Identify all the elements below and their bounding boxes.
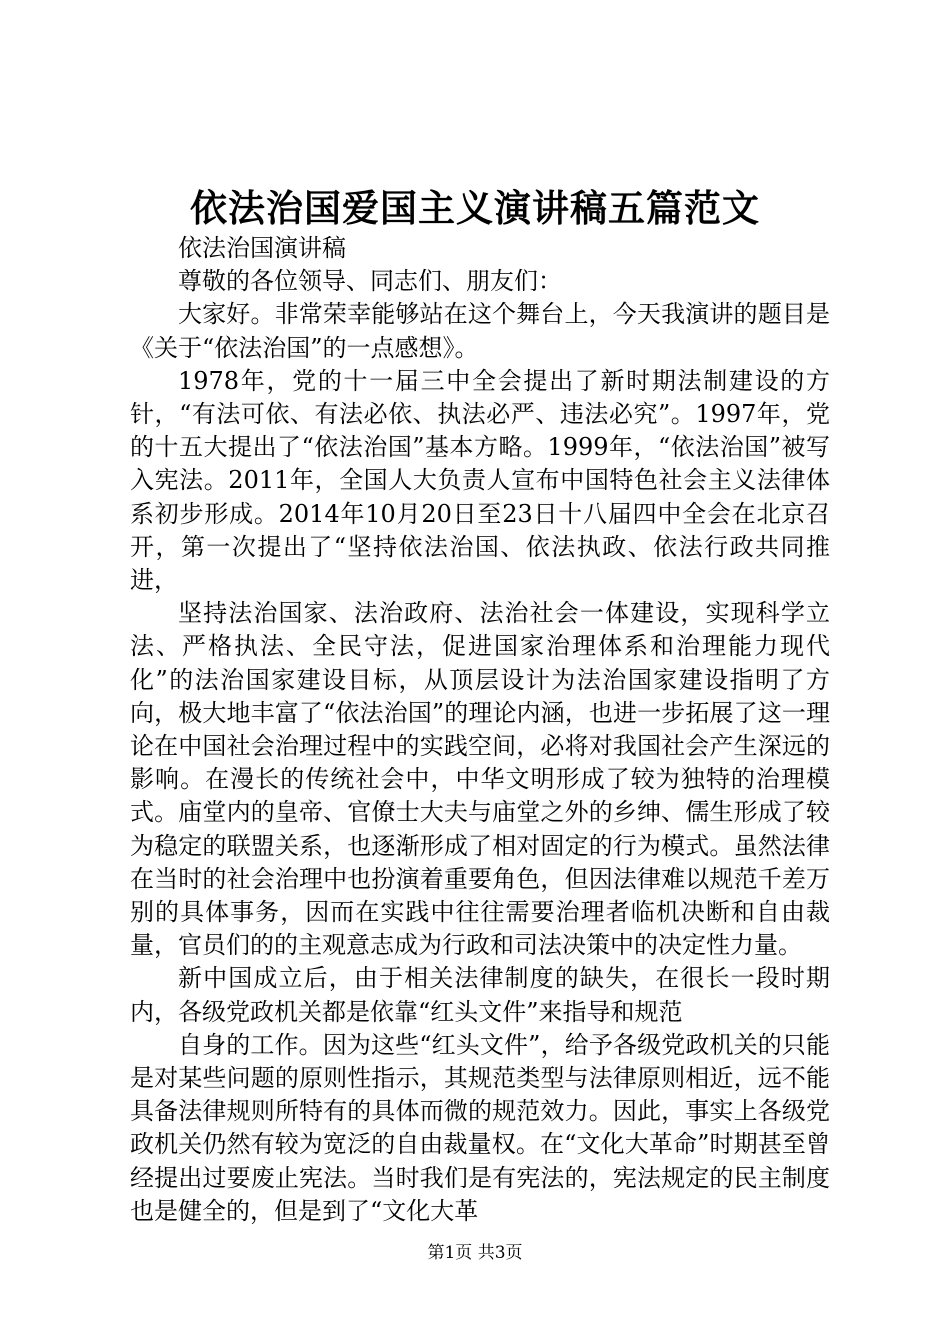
- document-title: 依法治国爱国主义演讲稿五篇范文: [190, 186, 760, 230]
- paragraph-new-china: 新中国成立后，由于相关法律制度的缺失，在很长一段时期内，各级党政机关都是依靠“红头文件”来指导和规范: [130, 964, 830, 1026]
- paragraph-rule-of-law-goals: 坚持法治国家、法治政府、法治社会一体建设，实现科学立法、严格执法、全民守法，促进国家治理体系和治理能力现代化”的法治国家建设目标，从顶层设计为法治国家建设指明了方向，极大地丰富了“依法治国”的理论内涵，也进一步拓展了这一理论在中国社会治理过程中的实践空间，必将对我国社会产生深远的影响。在漫长的传统社会中，中华文明形成了较为独特的治理模式。庙堂内的皇帝、官僚士大夫与庙堂之外的乡绅、儒生形成了较为稳定的联盟关系，也逐渐形成了相对固定的行为模式。虽然法律在当时的社会治理中也扮演着重要角色，但因法律难以规范千差万别的具体事务，因而在实践中往往需要治理者临机决断和自由裁量，官员们的的主观意志成为行政和司法决策中的决定性力量。: [130, 599, 830, 960]
- paragraph-salutation: 尊敬的各位领导、同志们、朋友们：: [178, 267, 562, 296]
- paragraph-red-documents: 自身的工作。因为这些“红头文件”，给予各级党政机关的只能是对某些问题的原则性指示，其规范类型与法律原则相近，远不能具备法律规则所特有的具体而微的规范效力。因此，事实上各级党政机关仍然有较为宽泛的自由裁量权。在“文化大革命”时期甚至曾经提出过要废止宪法。当时我们是有宪法的，宪法规定的民主制度也是健全的，但是到了“文化大革: [130, 1030, 830, 1225]
- paragraph-greeting: 大家好。非常荣幸能够站在这个舞台上，今天我演讲的题目是《关于“依法治国”的一点感想》。: [130, 300, 830, 362]
- document-body: [130, 232, 830, 1228]
- paragraph-history: 1978年，党的十一届三中全会提出了新时期法制建设的方针，“有法可依、有法必依、执法必严、违法必究”。1997年，党的十五大提出了“依法治国”基本方略。1999年，“依法治国”被写入宪法。2011年，全国人大负责人宣布中国特色社会主义法律体系初步形成。2014年10月20日至23日十八届四中全会在北京召开，第一次提出了“坚持依法治国、依法执政、依法行政共同推进，: [130, 366, 830, 595]
- page-footer: 第1页 共3页: [427, 1243, 523, 1263]
- paragraph-speech-heading: 依法治国演讲稿: [178, 234, 346, 262]
